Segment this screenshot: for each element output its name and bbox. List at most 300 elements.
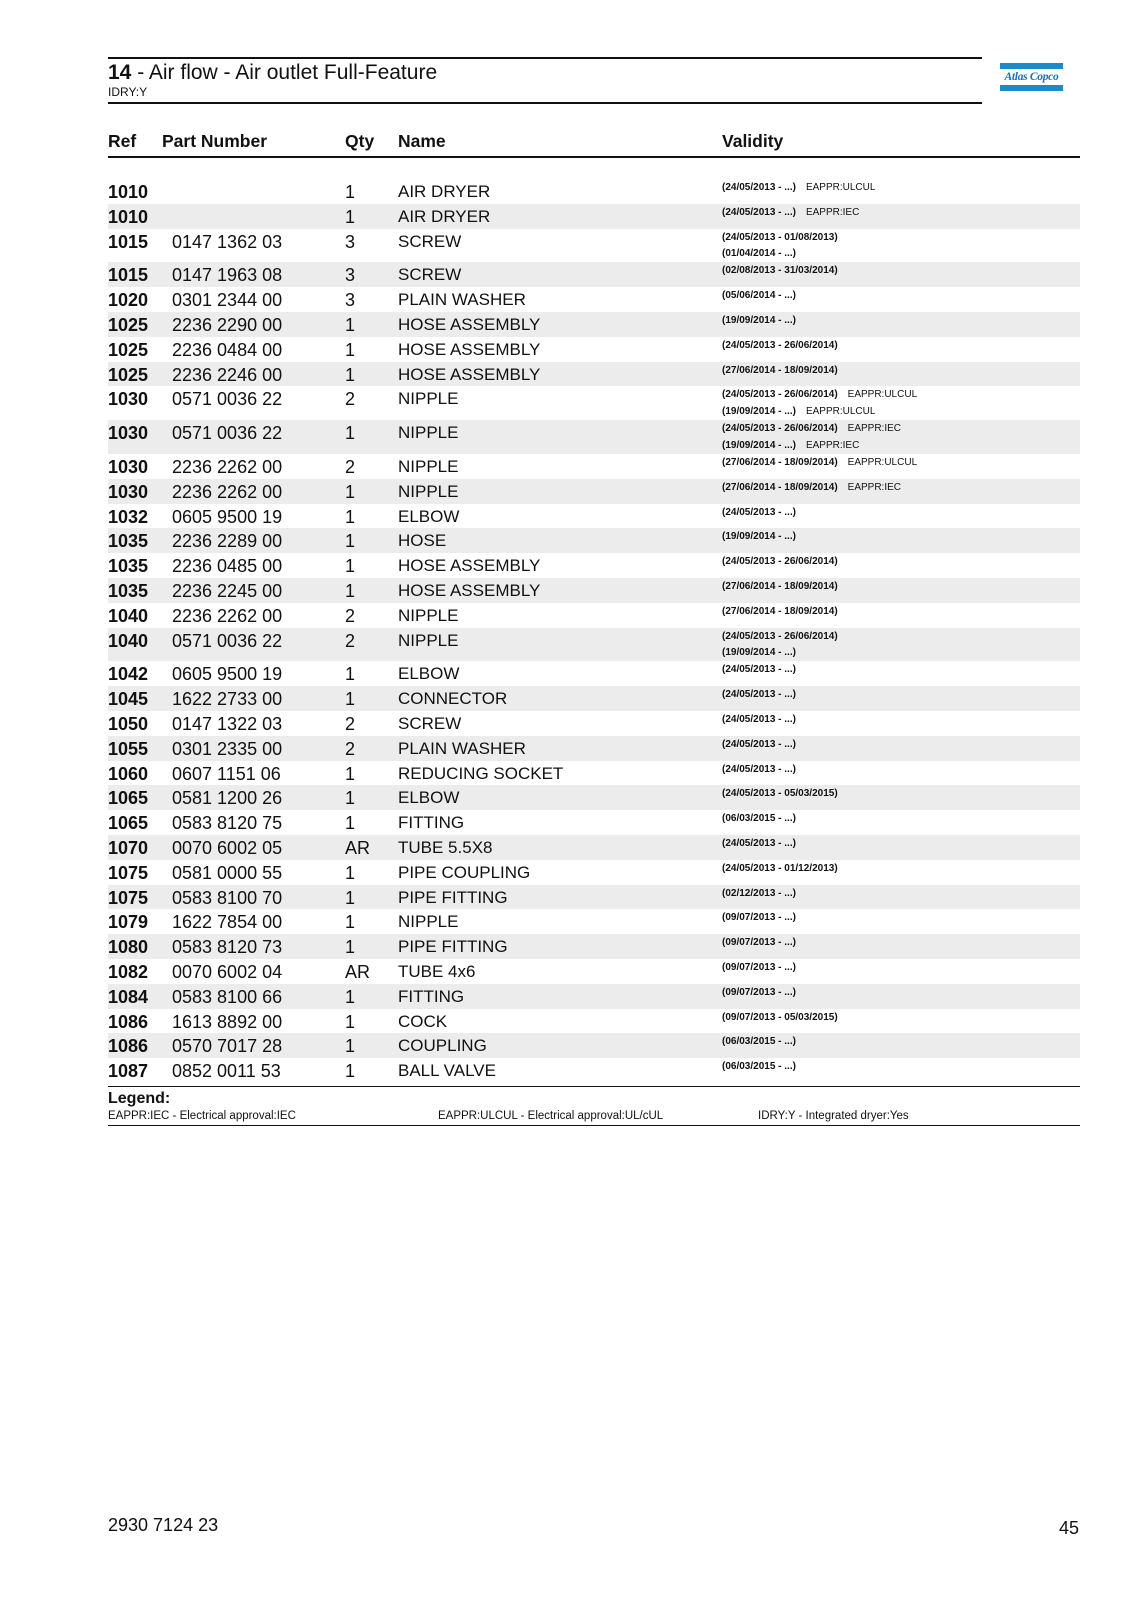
validity-line [722, 910, 1080, 927]
name-cell: FITTING [398, 986, 465, 1006]
validity-cell [722, 312, 1080, 337]
table-row [108, 504, 1080, 529]
ref-cell: 1025 [108, 364, 149, 385]
name-cell: NIPPLE [398, 912, 459, 932]
validity-code: EAPPR:ULCUL [805, 405, 876, 417]
validity-line [722, 604, 1080, 621]
validity-cell [722, 1058, 1080, 1083]
qty-cell: 1 [345, 664, 356, 685]
table-row [108, 984, 1080, 1009]
table-row [108, 578, 1080, 603]
validity-date: (02/08/2013 - 31/03/2014) [722, 265, 838, 277]
validity-line [722, 737, 1080, 754]
name-cell: SCREW [398, 713, 462, 733]
header-part-number: Part Number [162, 131, 268, 151]
ref-cell: 1065 [108, 788, 149, 809]
validity-line [722, 1010, 1080, 1027]
part-number-cell: 2236 2245 00 [172, 580, 283, 601]
page-header [108, 57, 982, 104]
table-row [108, 287, 1080, 312]
qty-cell: 1 [345, 1011, 356, 1032]
validity-line [722, 836, 1080, 853]
qty-cell: 1 [345, 314, 356, 335]
validity-line [722, 338, 1080, 355]
validity-line [722, 313, 1080, 330]
part-number-cell: 0571 0036 22 [172, 630, 283, 651]
ref-cell: 1035 [108, 556, 149, 577]
part-number-cell: 0147 1362 03 [172, 231, 283, 252]
validity-line [722, 762, 1080, 779]
validity-date: (09/07/2013 - ...) [722, 912, 796, 924]
validity-line [722, 579, 1080, 596]
validity-code: EAPPR:IEC [847, 481, 902, 493]
validity-line [722, 1059, 1080, 1076]
validity-date: (06/03/2015 - ...) [722, 1061, 796, 1073]
ref-cell: 1030 [108, 481, 149, 502]
ref-cell: 1035 [108, 580, 149, 601]
header-top-rule [108, 57, 982, 59]
table-row [108, 362, 1080, 387]
part-number-cell: 0301 2344 00 [172, 290, 283, 311]
part-number-cell: 2236 0485 00 [172, 556, 283, 577]
name-cell: HOSE ASSEMBLY [398, 314, 541, 334]
validity-cell [722, 204, 1080, 229]
table-row [108, 810, 1080, 835]
name-cell: PIPE COUPLING [398, 862, 531, 882]
validity-line [722, 786, 1080, 803]
table-row [108, 312, 1080, 337]
part-number-cell: 0147 1322 03 [172, 713, 283, 734]
part-number-cell: 0581 0000 55 [172, 862, 283, 883]
name-cell: NIPPLE [398, 456, 459, 476]
table-row [108, 661, 1080, 686]
table-row [108, 204, 1080, 229]
table-row [108, 959, 1080, 984]
validity-code: EAPPR:ULCUL [805, 182, 876, 193]
header-bottom-rule [108, 102, 982, 104]
brand-logo [1000, 63, 1063, 93]
qty-cell: 1 [345, 506, 356, 527]
table-row [108, 1058, 1080, 1083]
name-cell: AIR DRYER [398, 206, 491, 226]
ref-cell: 1010 [108, 182, 149, 202]
table-row [108, 835, 1080, 860]
ref-cell: 1050 [108, 713, 149, 734]
validity-line [722, 288, 1080, 305]
table-row [108, 420, 1080, 454]
table-row [108, 337, 1080, 362]
ref-cell: 1084 [108, 986, 149, 1007]
ref-cell: 1032 [108, 506, 149, 527]
validity-date: (09/07/2013 - 05/03/2015) [722, 1011, 838, 1023]
validity-date: (02/12/2013 - ...) [722, 887, 796, 899]
ref-cell: 1087 [108, 1061, 149, 1082]
qty-cell: 1 [345, 531, 356, 552]
validity-line [722, 438, 1080, 455]
validity-line [722, 712, 1080, 729]
ref-cell: 1020 [108, 290, 149, 311]
table-row [108, 603, 1080, 628]
part-number-cell: 0605 9500 19 [172, 664, 283, 685]
table-row [108, 934, 1080, 959]
validity-code: EAPPR:ULCUL [847, 456, 918, 468]
validity-date: (24/05/2013 - 26/06/2014) [722, 630, 838, 642]
ref-cell: 1025 [108, 339, 149, 360]
validity-date: (09/07/2013 - ...) [722, 937, 796, 949]
name-cell: TUBE 4x6 [398, 961, 476, 981]
header-ref: Ref [108, 131, 137, 151]
validity-line [722, 455, 1080, 472]
part-number-cell: 0583 8120 73 [172, 937, 283, 958]
validity-date: (06/03/2015 - ...) [722, 1036, 796, 1048]
name-cell: NIPPLE [398, 481, 459, 501]
name-cell: NIPPLE [398, 423, 459, 443]
table-row [108, 736, 1080, 761]
qty-cell: 1 [345, 339, 356, 360]
validity-line [722, 811, 1080, 828]
table-row [108, 860, 1080, 885]
validity-date: (27/06/2014 - 18/09/2014) [722, 364, 838, 376]
name-cell: HOSE ASSEMBLY [398, 556, 541, 576]
validity-date: (24/05/2013 - ...) [722, 689, 796, 701]
qty-cell: 1 [345, 206, 356, 227]
validity-cell [722, 711, 1080, 736]
name-cell: ELBOW [398, 664, 460, 684]
validity-cell [722, 628, 1080, 662]
validity-date: (06/03/2015 - ...) [722, 813, 796, 825]
validity-line [722, 687, 1080, 704]
ref-cell: 1035 [108, 531, 149, 552]
validity-cell [722, 835, 1080, 860]
validity-cell [722, 337, 1080, 362]
table-row [108, 686, 1080, 711]
validity-code: EAPPR:IEC [805, 439, 860, 451]
header-qty: Qty [345, 131, 375, 151]
page-number: 45 [1058, 1518, 1079, 1538]
name-cell: HOSE ASSEMBLY [398, 580, 541, 600]
table-row [108, 885, 1080, 910]
part-number-cell: 1622 7854 00 [172, 912, 283, 933]
name-cell: PLAIN WASHER [398, 738, 526, 758]
validity-code: EAPPR:IEC [805, 206, 860, 218]
validity-cell [722, 553, 1080, 578]
qty-cell: 2 [345, 605, 356, 626]
part-number-cell: 0570 7017 28 [172, 1036, 283, 1057]
part-number-cell: 0571 0036 22 [172, 389, 283, 410]
section-title: - Air flow - Air outlet Full-Feature [131, 61, 438, 84]
legend-items [108, 1108, 1080, 1126]
validity-line [722, 230, 1080, 247]
name-cell: SCREW [398, 231, 462, 251]
name-cell: BALL VALVE [398, 1061, 496, 1081]
ref-cell: 1040 [108, 630, 149, 651]
table-row [108, 909, 1080, 934]
name-cell: NIPPLE [398, 605, 459, 625]
part-number-cell: 0852 0011 53 [172, 1061, 281, 1082]
name-cell: COUPLING [398, 1036, 487, 1056]
part-number-cell: 0581 1200 26 [172, 788, 283, 809]
part-number-cell: 2236 2262 00 [172, 456, 283, 477]
validity-cell [722, 578, 1080, 603]
validity-cell [722, 785, 1080, 810]
qty-cell: 1 [345, 481, 356, 502]
validity-line [722, 205, 1080, 222]
ref-cell: 1082 [108, 961, 149, 982]
ref-cell: 1065 [108, 813, 149, 834]
validity-line [722, 554, 1080, 571]
part-number-cell: 2236 2262 00 [172, 481, 283, 502]
parts-table [108, 130, 1080, 1083]
name-cell: PIPE FITTING [398, 937, 508, 957]
ref-cell: 1079 [108, 912, 149, 933]
validity-date: (24/05/2013 - 26/06/2014) [722, 389, 838, 401]
validity-line [722, 1034, 1080, 1051]
table-row [108, 229, 1080, 263]
validity-date: (24/05/2013 - ...) [722, 182, 796, 193]
ref-cell: 1080 [108, 937, 149, 958]
qty-cell: 1 [345, 689, 356, 710]
validity-date: (27/06/2014 - 18/09/2014) [722, 481, 838, 493]
validity-line [722, 387, 1080, 404]
validity-line [722, 421, 1080, 438]
name-cell: TUBE 5.5X8 [398, 837, 493, 857]
validity-cell [722, 934, 1080, 959]
part-number-cell: 0605 9500 19 [172, 506, 283, 527]
part-number-cell [162, 204, 345, 229]
validity-line [722, 645, 1080, 662]
part-number-cell: 2236 0484 00 [172, 339, 283, 360]
validity-cell [722, 420, 1080, 454]
qty-cell: 1 [345, 937, 356, 958]
ref-cell: 1045 [108, 689, 149, 710]
validity-line [722, 886, 1080, 903]
part-number-cell: 0607 1151 06 [172, 763, 281, 784]
validity-date: (24/05/2013 - ...) [722, 506, 796, 518]
document-number: 2930 7124 23 [108, 1515, 219, 1535]
validity-cell [722, 661, 1080, 686]
qty-cell: 1 [345, 556, 356, 577]
logo-bottom-bar [1000, 85, 1063, 91]
ref-cell: 1015 [108, 231, 149, 252]
validity-date: (19/09/2014 - ...) [722, 439, 796, 451]
validity-cell [722, 454, 1080, 479]
name-cell: COCK [398, 1011, 448, 1031]
validity-cell [722, 810, 1080, 835]
validity-line [722, 935, 1080, 952]
validity-cell [722, 860, 1080, 885]
validity-date: (24/05/2013 - ...) [722, 763, 796, 775]
validity-cell [722, 885, 1080, 910]
validity-date: (24/05/2013 - ...) [722, 206, 796, 218]
qty-cell: AR [345, 837, 371, 858]
part-number-cell: 0147 1963 08 [172, 265, 283, 286]
part-number-cell: 2236 2246 00 [172, 364, 283, 385]
ref-cell: 1040 [108, 605, 149, 626]
ref-cell: 1015 [108, 265, 149, 286]
name-cell: ELBOW [398, 788, 460, 808]
table-row [108, 1009, 1080, 1034]
validity-line [722, 363, 1080, 380]
validity-date: (05/06/2014 - ...) [722, 290, 796, 302]
qty-cell: 1 [345, 887, 356, 908]
name-cell: HOSE ASSEMBLY [398, 364, 541, 384]
qty-cell: 3 [345, 290, 356, 311]
table-row [108, 761, 1080, 786]
validity-line [722, 861, 1080, 878]
ref-cell: 1075 [108, 862, 149, 883]
validity-cell [722, 959, 1080, 984]
validity-cell [722, 386, 1080, 420]
page-subtitle: IDRY:Y [108, 85, 148, 99]
validity-cell [722, 179, 1080, 204]
name-cell: SCREW [398, 265, 462, 285]
validity-date: (27/06/2014 - 18/09/2014) [722, 605, 838, 617]
validity-cell [722, 1009, 1080, 1034]
qty-cell: 1 [345, 182, 356, 202]
name-cell: FITTING [398, 813, 465, 833]
part-number-cell: 0571 0036 22 [172, 423, 283, 444]
qty-cell: AR [345, 961, 371, 982]
name-cell: REDUCING SOCKET [398, 763, 564, 783]
table-row [108, 553, 1080, 578]
ref-cell: 1075 [108, 887, 149, 908]
part-number-cell [162, 179, 345, 204]
validity-date: (19/09/2014 - ...) [722, 647, 796, 659]
validity-date: (24/05/2013 - 05/03/2015) [722, 788, 838, 800]
part-number-cell: 0583 8120 75 [172, 813, 283, 834]
legend-item: EAPPR:IEC - Electrical approval:IEC [108, 1110, 296, 1122]
header-name: Name [398, 131, 446, 151]
validity-line [722, 529, 1080, 546]
validity-line [722, 246, 1080, 263]
qty-cell: 2 [345, 713, 356, 734]
page-title [108, 61, 982, 85]
validity-date: (19/09/2014 - ...) [722, 531, 796, 543]
validity-date: (24/05/2013 - 01/12/2013) [722, 862, 838, 874]
table-row [108, 179, 1080, 204]
validity-line [722, 629, 1080, 646]
validity-line [722, 960, 1080, 977]
validity-cell [722, 686, 1080, 711]
validity-cell [722, 479, 1080, 504]
part-number-cell: 2236 2290 00 [172, 314, 283, 335]
section-number: 14 [108, 61, 132, 84]
qty-cell: 3 [345, 265, 356, 286]
table-row [108, 454, 1080, 479]
ref-cell: 1010 [108, 206, 149, 227]
table-row [108, 386, 1080, 420]
table-row [108, 711, 1080, 736]
legend [108, 1086, 1080, 1126]
validity-line [722, 404, 1080, 421]
qty-cell: 2 [345, 738, 356, 759]
table-row [108, 528, 1080, 553]
validity-line [722, 662, 1080, 679]
qty-cell: 2 [345, 389, 356, 410]
validity-cell [722, 262, 1080, 287]
validity-cell [722, 362, 1080, 387]
qty-cell: 1 [345, 986, 356, 1007]
logo-text: Atlas Copco [1004, 71, 1059, 83]
name-cell: PLAIN WASHER [398, 290, 526, 310]
ref-cell: 1030 [108, 456, 149, 477]
validity-date: (24/05/2013 - ...) [722, 738, 796, 750]
ref-cell: 1070 [108, 837, 149, 858]
legend-item: EAPPR:ULCUL - Electrical approval:UL/cUL [438, 1110, 664, 1122]
ref-cell: 1055 [108, 738, 149, 759]
validity-line [722, 180, 1080, 197]
validity-cell [722, 504, 1080, 529]
qty-cell: 1 [345, 763, 356, 784]
validity-date: (27/06/2014 - 18/09/2014) [722, 456, 838, 468]
qty-cell: 1 [345, 580, 356, 601]
qty-cell: 3 [345, 231, 356, 252]
part-number-cell: 0070 6002 04 [172, 961, 283, 982]
validity-cell [722, 761, 1080, 786]
qty-cell: 1 [345, 813, 356, 834]
part-number-cell: 0583 8100 70 [172, 887, 283, 908]
validity-line [722, 985, 1080, 1002]
validity-date: (24/05/2013 - ...) [722, 837, 796, 849]
name-cell: HOSE [398, 531, 447, 551]
validity-date: (24/05/2013 - ...) [722, 664, 796, 676]
part-number-cell: 2236 2289 00 [172, 531, 283, 552]
ref-cell: 1086 [108, 1036, 149, 1057]
part-number-cell: 2236 2262 00 [172, 605, 283, 626]
part-number-cell: 0070 6002 05 [172, 837, 283, 858]
qty-cell: 2 [345, 630, 356, 651]
ref-cell: 1086 [108, 1011, 149, 1032]
validity-cell [722, 736, 1080, 761]
name-cell: AIR DRYER [398, 182, 491, 201]
legend-item: IDRY:Y - Integrated dryer:Yes [758, 1110, 909, 1122]
legend-title: Legend: [108, 1090, 171, 1107]
validity-date: (24/05/2013 - 26/06/2014) [722, 556, 838, 568]
qty-cell: 1 [345, 364, 356, 385]
table-row [108, 262, 1080, 287]
validity-cell [722, 528, 1080, 553]
name-cell: PIPE FITTING [398, 887, 508, 907]
header-validity: Validity [722, 131, 784, 151]
qty-cell: 1 [345, 1036, 356, 1057]
validity-date: (09/07/2013 - ...) [722, 961, 796, 973]
validity-cell [722, 1033, 1080, 1058]
part-number-cell: 1622 2733 00 [172, 689, 283, 710]
validity-date: (24/05/2013 - 26/06/2014) [722, 339, 838, 351]
qty-cell: 2 [345, 456, 356, 477]
validity-cell [722, 984, 1080, 1009]
validity-date: (24/05/2013 - ...) [722, 713, 796, 725]
name-cell: ELBOW [398, 506, 460, 526]
validity-date: (09/07/2013 - ...) [722, 986, 796, 998]
validity-date: (27/06/2014 - 18/09/2014) [722, 580, 838, 592]
validity-cell [722, 909, 1080, 934]
ref-cell: 1025 [108, 314, 149, 335]
qty-cell: 1 [345, 862, 356, 883]
name-cell: NIPPLE [398, 630, 459, 650]
ref-cell: 1060 [108, 763, 149, 784]
validity-line [722, 505, 1080, 522]
name-cell: HOSE ASSEMBLY [398, 339, 541, 359]
validity-code: EAPPR:IEC [847, 423, 902, 435]
validity-cell [722, 229, 1080, 263]
validity-code: EAPPR:ULCUL [847, 389, 918, 401]
validity-date: (01/04/2014 - ...) [722, 248, 796, 260]
validity-line [722, 263, 1080, 280]
validity-date: (24/05/2013 - 01/08/2013) [722, 231, 838, 243]
part-number-cell: 0301 2335 00 [172, 738, 283, 759]
table-header [108, 130, 1080, 158]
